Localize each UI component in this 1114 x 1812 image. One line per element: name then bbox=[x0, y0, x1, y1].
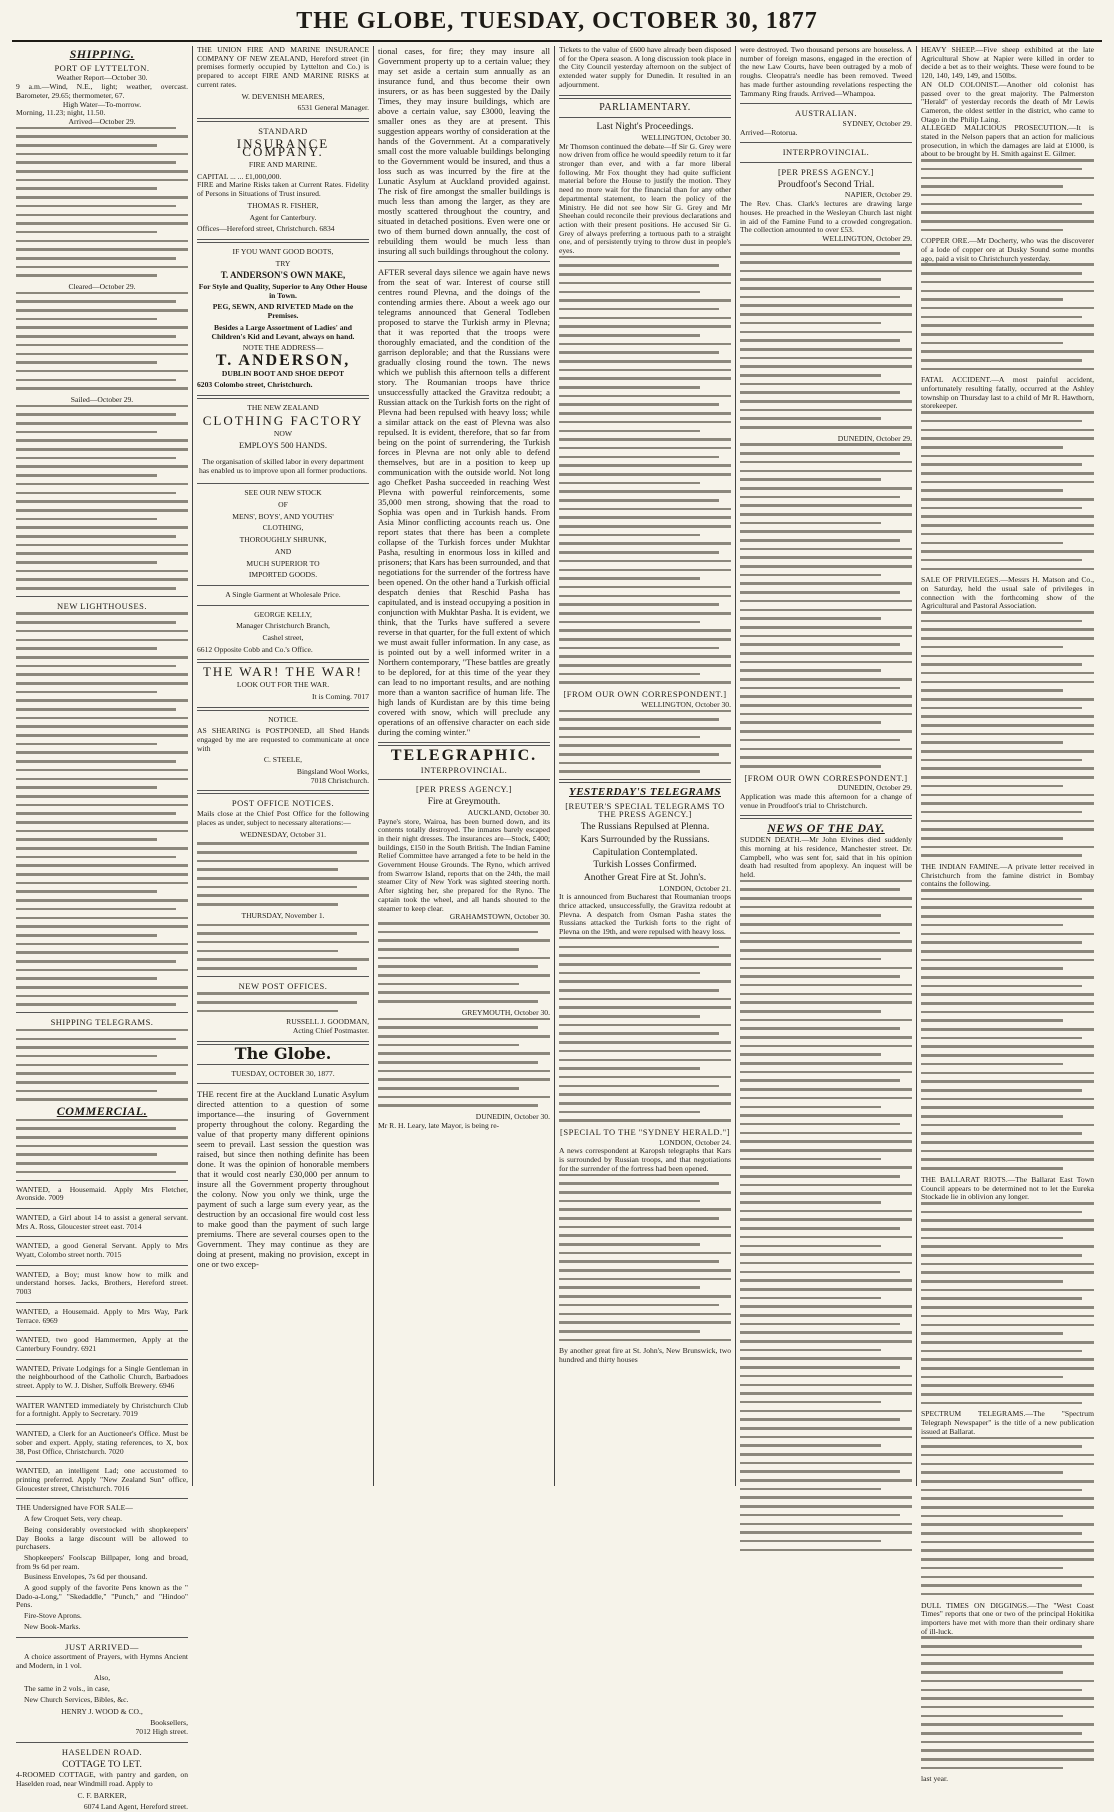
divider bbox=[559, 779, 731, 783]
proudfoot-trial: Proudfoot's Second Trial. bbox=[777, 179, 875, 190]
headline-3: Capitulation Contemplated. bbox=[592, 847, 698, 858]
notice: NOTICE. bbox=[268, 714, 298, 724]
dunedin-text-block bbox=[740, 443, 912, 767]
our-correspondent: [FROM OUR OWN CORRESPONDENT.] bbox=[563, 689, 727, 700]
divider bbox=[197, 395, 369, 399]
divider bbox=[16, 1359, 188, 1360]
indian-famine: THE INDIAN FAMINE.—A private letter received in Christchurch from the famine district in Bombay contains the following. bbox=[921, 862, 1094, 889]
last-year: last year. bbox=[921, 1774, 948, 1784]
application: Application was made this afternoon for a change of venue in Proudfoot's trial to Christchurch. bbox=[740, 792, 912, 810]
prosecution-text-block bbox=[921, 159, 1094, 231]
arrivals-text-block bbox=[16, 127, 188, 277]
cottage-details: 4-ROOMED COTTAGE, with pantry and garden, on Haselden road, near Windmill road. Apply to bbox=[16, 1770, 188, 1788]
our-correspondent-2: [FROM OUR OWN CORRESPONDENT.] bbox=[744, 772, 908, 783]
barker: C. F. BARKER, bbox=[77, 1790, 127, 1800]
anderson-own-make: T. ANDERSON'S OWN MAKE, bbox=[220, 270, 346, 281]
shipping-heading: SHIPPING. bbox=[69, 47, 135, 61]
napier-dateline: NAPIER, October 29. bbox=[844, 190, 912, 200]
branch-manager: Manager Christchurch Branch, bbox=[236, 621, 330, 631]
clothing: CLOTHING, bbox=[262, 523, 304, 533]
ad-wanted-housemaid: WANTED, a Housemaid. Apply Mrs Fletcher, Avonside. 7009 bbox=[16, 1184, 188, 1203]
sale-text-block bbox=[921, 611, 1094, 857]
dublin-depot: DUBLIN BOOT AND SHOE DEPOT bbox=[221, 368, 345, 378]
fatal-accident: FATAL ACCIDENT.—A most painful accident, unfortunately resulting fatally, occurred at the Ashley township on Thursday last to a child of Mr R. Hawthorn, storekeeper. bbox=[921, 375, 1094, 411]
croquet: A few Croquet Sets, very cheap. bbox=[24, 1514, 123, 1524]
offices: Offices—Hereford street, Christchurch. 6834 bbox=[197, 224, 335, 234]
booksellers: Booksellers, bbox=[150, 1718, 188, 1728]
copper-text-block bbox=[921, 263, 1094, 370]
cottage-to-let: COTTAGE TO LET. bbox=[62, 1759, 142, 1770]
editorial-continued: tional cases, for fire; they may insure all Government property up to a certain value; they may set aside a certain sum annually as an insurance fund, and thus become their own insurers, or as has been suggested by the Daily Times, they may insure buildings, which are above a certain value, say £3000, leaving the smaller ones as they are at present. This suggestion appears worthy of consideration at the hands of the Government. At a comparatively small cost the more valuable buildings belonging to the Government would be insured, and thus a loss such as was incurred by the fire at the Lunatic Asylum at Auckland provided against. The risk of fire amongst the smaller buildings is much less than among the larger, as they are mostly scattered throughout the country, and situated in detached positions. Even were one or two of them burned down annually, the cost of rebuilding them would be much less than insuring all such buildings throughout the colony. bbox=[378, 46, 550, 256]
dull-times-text-block bbox=[921, 1636, 1094, 1769]
clothing-factory: CLOTHING FACTORY bbox=[202, 412, 364, 428]
meares: W. DEVENISH MEARES, bbox=[241, 91, 325, 101]
editorial-date: TUESDAY, OCTOBER 30, 1877. bbox=[231, 1068, 335, 1078]
old-colonist: AN OLD COLONIST.—Another old colonist has passed over to the great majority. The Palmerston "Herald" of yesterday records the death of Mr Lewis Cameron, the oldest settler in the district, who came to Otago in the Philip Laing. bbox=[921, 79, 1094, 124]
divider bbox=[197, 585, 369, 586]
new-zealand: THE NEW ZEALAND bbox=[247, 403, 319, 413]
port-heading: PORT OF LYTTELTON. bbox=[54, 62, 150, 73]
good-boots: IF YOU WANT GOOD BOOTS, bbox=[232, 246, 334, 256]
imported: IMPORTED GOODS. bbox=[248, 570, 318, 580]
grahamstown-text-block bbox=[378, 922, 550, 1003]
headline-4: Turkish Losses Confirmed. bbox=[593, 860, 697, 871]
christchurch: 7018 Christchurch. bbox=[310, 775, 369, 785]
last-night: Last Night's Proceedings. bbox=[596, 122, 694, 133]
same-in-two-vols: The same in 2 vols., in case, bbox=[24, 1684, 110, 1694]
sydney-herald: [SPECIAL TO THE "SYDNEY HERALD."] bbox=[560, 1127, 730, 1138]
divider bbox=[378, 779, 550, 780]
wednesday: WEDNESDAY, October 31. bbox=[239, 829, 327, 839]
sailed-text-block bbox=[16, 405, 188, 590]
ballarat-riots: THE BALLARAT RIOTS.—The Ballarat East Town Council appears to be determined not to let the Eureka Stockade lie in oblivion any longer. bbox=[921, 1174, 1094, 1202]
lighthouses-text-block bbox=[16, 612, 188, 1006]
standard: STANDARD bbox=[258, 125, 308, 136]
sudden-death: SUDDEN DEATH.—Mr John Elvines died suddenly this morning at his residence, Manchester street. Dr. Campbell, who was sent for, said that in his opinion death had resulted from apoplexy. An inquest will be held. bbox=[740, 835, 912, 879]
ad-wanted-lad: WANTED, an intelligent Lad; one accustomed to printing preferred. Apply "New Zealand Sun" office, Gloucester street, Christchurch. 7016 bbox=[16, 1466, 188, 1493]
column-3 bbox=[374, 46, 555, 1486]
mens-boys: MENS', BOYS', AND YOUTHS' bbox=[232, 511, 334, 521]
ballarat-text-block bbox=[921, 1202, 1094, 1404]
the-globe-title: The Globe. bbox=[234, 1043, 332, 1063]
divider bbox=[16, 1461, 188, 1462]
headline-1: The Russians Repulsed at Plenna. bbox=[580, 822, 710, 833]
new-post-offices-block bbox=[197, 992, 369, 1012]
divider bbox=[559, 117, 731, 118]
editorial-text: THE recent fire at the Auckland Lunatic Asylum directed attention to a question of some importance—the insuring of Government property throughout the colony. Regarding the value of that property many different opinions seem to prevail. Last session the question was raised, but since then nothing definite has been done. It was the opinion of honorable members that it would cost nearly £30,000 per annum to insure all the Government property throughout the colony. Now you only we think, urge the payment of such a large sum every year, as the destruction by an occasional fire would cost less to make good than the payment of such large premiums. There are several courses open to the Government. They may continue as they are doing at present, making no provision, except in one or two excep- bbox=[197, 1089, 369, 1270]
shearing: AS SHEARING is POSTPONED, all Shed Hands engaged by me are requested to communicate at once with bbox=[197, 726, 369, 753]
divider bbox=[16, 1208, 188, 1209]
columns bbox=[12, 45, 1102, 1812]
goodman: RUSSELL J. GOODMAN, bbox=[286, 1017, 369, 1027]
divider bbox=[740, 103, 912, 104]
capital: CAPITAL ... ... £1,000,000. bbox=[197, 171, 282, 181]
divider bbox=[378, 261, 550, 262]
just-arrived: JUST ARRIVED— bbox=[65, 1641, 139, 1652]
press-agency: [PER PRESS AGENCY.] bbox=[415, 784, 513, 795]
ad-wanted-lodgings: WANTED, Private Lodgings for a Single Gentleman in the neighbourhood of the Catholic Church, Barbadoes street. Apply to W. J. Disher, Suffolk Brewery. 6946 bbox=[16, 1363, 188, 1391]
divider bbox=[197, 239, 369, 243]
high-street: 7012 High street. bbox=[135, 1727, 188, 1737]
headline-5: Another Great Fire at St. John's. bbox=[583, 872, 707, 883]
divider bbox=[16, 1330, 188, 1331]
general-manager: 6531 General Manager. bbox=[297, 103, 369, 113]
spectrum-telegrams: SPECTRUM TELEGRAMS.—The "Spectrum Telegraph Newspaper" is the title of a new publication issued at Ballarat. bbox=[921, 1409, 1094, 1436]
column-5 bbox=[736, 46, 917, 1486]
alleged-prosecution: ALLEGED MALICIOUS PROSECUTION.—It is stated in the Nelson papers that an action for malicious prosecution, in which the damages are laid at £1000, is about to be brought by H. Smith against E. Gilmer. bbox=[921, 123, 1094, 159]
mails-wednesday-block bbox=[197, 842, 369, 905]
peg-sewn: PEG, SEWN, AND RIVETED Made on the Premises. bbox=[212, 302, 354, 321]
cashel: Cashel street, bbox=[262, 633, 304, 643]
agent-canterbury: Agent for Canterbury. bbox=[249, 212, 317, 222]
news-of-the-day-block bbox=[740, 880, 912, 1552]
prayers: A choice assortment of Prayers, with Hymns Ancient and Modern, in 1 vol. bbox=[16, 1652, 188, 1670]
bookmarks: New Book-Marks. bbox=[24, 1621, 81, 1631]
church-services: New Church Services, Bibles, &c. bbox=[24, 1695, 129, 1705]
wholesale: A Single Garment at Wholesale Price. bbox=[225, 589, 341, 599]
divider bbox=[16, 1180, 188, 1181]
correspondent-text-block bbox=[559, 710, 731, 773]
lighthouses-heading: NEW LIGHTHOUSES. bbox=[56, 600, 147, 611]
divider bbox=[16, 1236, 188, 1237]
envelopes: Business Envelopes, 7s 6d per thousand. bbox=[24, 1572, 148, 1582]
insurance-company: INSURANCE COMPANY. bbox=[236, 135, 330, 160]
and: AND bbox=[274, 546, 292, 556]
divider bbox=[197, 707, 369, 711]
war-editorial: AFTER several days silence we again have news from the seat of war. Interest of course still centres round Plevna, and the doings of the contending armies there. About a week ago our telegrams announced that General Todleben proposed to starve the Turkish army in Plevna; that it was reported that the troops were thoroughly emaciated, and the condition of the garrison deplorable; and that the Russians were gradually closing round the town. The news which we publish this afternoon tells a different story. The Roumanian troops have thrice unsuccessfully attacked the Gravitza redoubt; a Russian attack on the Turkish forts on the right of Plevna had been repulsed with heavy loss; while a similar attack on the east of Plevna was also repulsed. It is evident, therefore, that so far from being on the point of surrendering, the Turkish forces in Plevna are not only able to defend themselves, but are in a position to keep up communication with the outside world. Not long ago Chefket Pasha succeeded in reaching West Plevna with powerful reinforcements, some 35,000 men strong, showing that the road to Sophia was open and in Turkish hands. From Asia Minor conflicting accounts reach us. One report states that there has been a complete collapse of the Turkish forces under Mukhtar Pasha, resulting in enormous loss in killed and prisoners; that Kars has been surrounded, and that negotiations for the surrender of the fortress have been opened. On the other hand a Turkish official despatch denies that Reschid Pasha has capitulated, and is instead occupying a position in conjunction with Mukhtar Pasha. It is evident, we think, that the Turks have suffered a severe reverse in that quarter, for the full extent of which we must await fuller information. In any case, as is pointed out by a well informed writer in a Northern contemporary, "These battles are greatly to be deplored, for at this time of the year they can lead to no important results, and are nothing more than a wanton sacrifice of human life. The high lands of Kurdistan are by this time being covered with snow, which will preclude any operations of an offensive character on each side during the coming winter." bbox=[378, 267, 550, 737]
divider bbox=[16, 1498, 188, 1499]
sale-of-privileges: SALE OF PRIVILEGES.—Messrs H. Matson and Co., on Saturday, held the usual sale of privileges in connection with the forthcoming show of the Agricultural and Pastoral Association. bbox=[921, 575, 1094, 611]
sydney-dateline: SYDNEY, October 29. bbox=[842, 118, 912, 128]
henry-wood: HENRY J. WOOD & CO., bbox=[61, 1706, 143, 1716]
reuters: [REUTER'S SPECIAL TELEGRAMS TO THE PRESS AGENCY.] bbox=[565, 800, 725, 820]
greymouth-text-block bbox=[378, 1018, 550, 1107]
napier-news: The Rev. Chas. Clark's lectures are drawing large houses. He preached in the Wesleyan Church last night in aid of the Famine Fund to a crowded congregation. The collection amounted to over £53. bbox=[740, 199, 912, 235]
interprovincial-heading-2: INTERPROVINCIAL. bbox=[782, 147, 870, 158]
column-4 bbox=[555, 46, 736, 1486]
coming: It is Coming. 7017 bbox=[312, 691, 369, 701]
brunswick-fire: By another great fire at St. John's, New Brunswick, two hundred and thirty houses bbox=[559, 1346, 731, 1364]
dunedin-dateline: DUNEDIN, October 30. bbox=[475, 1112, 550, 1122]
pens: A good supply of the favorite Pens known as the " Dado-a-Long," "Skedaddle," "Punch," and "Hindoo" Pens. bbox=[16, 1583, 188, 1610]
kelly: GEORGE KELLY, bbox=[254, 609, 312, 619]
telegraphic-heading: TELEGRAPHIC. bbox=[390, 747, 538, 764]
mails: Mails close at the Chief Post Office for the following places as under, subject to necessary alterations:— bbox=[197, 809, 369, 827]
post-office-notices: POST OFFICE NOTICES. bbox=[231, 798, 335, 809]
commercial-text-block bbox=[16, 1119, 188, 1174]
high-water: High Water—To-morrow. bbox=[62, 99, 142, 109]
divider bbox=[16, 1302, 188, 1303]
shipping-telegrams-block bbox=[16, 1029, 188, 1101]
wellington-dateline: WELLINGTON, October 30. bbox=[641, 132, 731, 142]
divider bbox=[197, 790, 369, 794]
weather-report: Weather Report—October 30. bbox=[56, 73, 148, 83]
union-insurance-ad: THE UNION FIRE AND MARINE INSURANCE COMPANY OF NEW ZEALAND, Hereford street (in premises formerly occupied by Lyttelton and Co.) is prepared to accept FIRE AND MARINE RISKS at current rates. bbox=[197, 45, 369, 89]
ad-for-sale: THE Undersigned have FOR SALE— bbox=[16, 1503, 133, 1513]
australian-heading: AUSTRALIAN. bbox=[795, 108, 857, 119]
superior: MUCH SUPERIOR TO bbox=[246, 558, 320, 568]
new-post-offices: NEW POST OFFICES. bbox=[238, 980, 328, 991]
debate-text-block bbox=[559, 256, 731, 684]
try: TRY bbox=[275, 258, 291, 268]
ad-wanted-clerk: WANTED, a Clerk for an Auctioneer's Office. Must be sober and expert. Apply, stating references, to X, box 38, Post Office, Christchurch. 7020 bbox=[16, 1429, 188, 1456]
masthead-rule bbox=[12, 40, 1102, 42]
ad-wanted-hammermen: WANTED, two good Hammermen, Apply at the Canterbury Foundry. 6921 bbox=[16, 1335, 188, 1353]
column-6 bbox=[917, 45, 1098, 1784]
divider bbox=[197, 1083, 369, 1084]
column-1 bbox=[12, 46, 193, 1812]
now: NOW bbox=[273, 428, 293, 438]
spectrum-text-block bbox=[921, 1437, 1094, 1596]
divider bbox=[197, 659, 369, 663]
yesterdays-telegrams: YESTERDAY'S TELEGRAMS bbox=[568, 786, 721, 799]
day-books: Being considerably overstocked with shopkeepers' Day Books a large discount will be allowed to purchasers. bbox=[16, 1524, 188, 1552]
of: OF bbox=[278, 500, 288, 510]
london-text-block bbox=[559, 937, 731, 1122]
column-2 bbox=[193, 46, 374, 1486]
greymouth-dateline: GREYMOUTH, October 30. bbox=[461, 1007, 550, 1017]
fire-and-marine: FIRE AND MARINE. bbox=[248, 160, 318, 170]
risks: FIRE and Marine Risks taken at Current Rates. Fidelity of Persons in Situations of Trust insured. bbox=[197, 180, 369, 199]
arrived-heading: Arrived—October 29. bbox=[68, 116, 136, 126]
rotorua: Arrived—Rotorua. bbox=[740, 127, 798, 137]
thursday: THURSDAY, November 1. bbox=[241, 910, 325, 920]
acting-postmaster: Acting Chief Postmaster. bbox=[292, 1026, 369, 1036]
copper-ore: COPPER ORE.—Mr Docherty, who was the discoverer of a lode of copper ore at Dusky Sound some months ago, paid a visit to Christchurch yesterday. bbox=[921, 236, 1094, 263]
ad-wanted-girl: WANTED, a Girl about 14 to assist a general servant. Mrs A. Ross, Gloucester street east. 7014 bbox=[16, 1212, 188, 1231]
employs: EMPLOYS 500 HANDS. bbox=[238, 440, 328, 451]
look-out: LOOK OUT FOR THE WAR. bbox=[236, 680, 330, 690]
divider bbox=[16, 1012, 188, 1013]
sailed-heading: Sailed—October 29. bbox=[70, 394, 134, 404]
dunedin-dateline-3: DUNEDIN, October 29. bbox=[837, 783, 912, 793]
wellington-text-block bbox=[740, 244, 912, 429]
divider bbox=[197, 483, 369, 484]
london-news-continued: were destroyed. Two thousand persons are houseless. A number of foreign masons, engaged in the erection of the new Law Courts, have been outraged by a mob of roughs. Cleopatra's needle has been removed. Tweed has made further astounding revelations respecting the Tammany Ring frauds. Arrived—Whampoa. bbox=[740, 45, 912, 98]
london-dateline-2: LONDON, October 24. bbox=[659, 1137, 731, 1147]
wellington-dateline-2: WELLINGTON, October 30. bbox=[641, 699, 731, 709]
ad-wanted-housemaid-2: WANTED, a Housemaid. Apply to Mrs Way, Park Terrace. 6969 bbox=[16, 1306, 188, 1325]
divider bbox=[16, 1424, 188, 1425]
divider bbox=[740, 815, 912, 819]
see-new-stock: SEE OUR NEW STOCK bbox=[244, 488, 322, 498]
divider bbox=[197, 118, 369, 122]
dull-times: DULL TIMES ON DIGGINGS.—The "West Coast Times" reports that one or two of the principal Hokitika importers have met with more than their ordinary share of ill-luck. bbox=[921, 1600, 1094, 1636]
organisation: The organisation of skilled labor in every department has enabled us to improve upon all former productions. bbox=[198, 456, 368, 475]
foolscap: Shopkeepers' Foolscap Billpaper, long and broad, from 9s 6d per ream. bbox=[16, 1552, 188, 1571]
masthead-title: THE GLOBE, TUESDAY, OCTOBER 30, 1877 bbox=[296, 8, 818, 34]
divider bbox=[197, 976, 369, 977]
headline-2: Kars Surrounded by the Russians. bbox=[580, 834, 710, 845]
divider bbox=[378, 742, 550, 746]
divider bbox=[16, 1265, 188, 1266]
shipping-telegrams-heading: SHIPPING TELEGRAMS. bbox=[50, 1017, 154, 1028]
also: Also, bbox=[93, 1672, 111, 1682]
parliamentary-heading: PARLIAMENTARY. bbox=[599, 101, 691, 113]
note-address: NOTE THE ADDRESS— bbox=[242, 343, 324, 353]
besides: Besides a Large Assortment of Ladies' and Children's Kid and Levant, always on hand. bbox=[211, 322, 355, 341]
interprovincial-heading: INTERPROVINCIAL. bbox=[420, 764, 508, 775]
land-agent: 6074 Land Agent, Hereford street. bbox=[83, 1802, 188, 1812]
news-of-the-day: NEWS OF THE DAY. bbox=[767, 821, 885, 836]
auckland-news: Payne's store, Wairoa, has been burned down, and its contents totally destroyed. The inmates barely escaped in their night dresses. The insurances are—Stock, £400; buildings, £150 in the South British. The Indian Famine Relief Committee have arranged a fete to be held in the Government House Grounds. The Ryno, which arrived from Swarrow Island, reports that on the 24th, the mail steamer City of New York was sighted steering north. After sighting her, she prepared for the Ryno. The captain took the wheel, and all hands shouted to the steamer to keep clear. bbox=[378, 816, 550, 913]
cobb: 6612 Opposite Cobb and Co.'s Office. bbox=[197, 644, 313, 654]
wellington-dateline-3: WELLINGTON, October 29. bbox=[822, 233, 912, 243]
kars-news: A news correspondent at Karopsh telegraphs that Kars is surrounded by Russian troops, and that negotiations for the surrender of the fortress had been opened. bbox=[559, 1146, 731, 1173]
fatal-text-block bbox=[921, 411, 1094, 570]
ad-waiter-wanted: WAITER WANTED immediately by Christchurch Club for a fortnight. Apply to Secretary. 7019 bbox=[16, 1400, 188, 1419]
grahamstown-dateline: GRAHAMSTOWN, October 30. bbox=[449, 912, 550, 922]
famine-text-block bbox=[921, 889, 1094, 1170]
heavy-sheep: HEAVY SHEEP.—Five sheep exhibited at the late Agricultural Show at Napier were killed in order to decide a bet as to their weights. These were found to be 120, 140, 149, 149, and 150lbs. bbox=[921, 45, 1094, 81]
dunedin-news: Tickets to the value of £600 have already been disposed of for the Opera season. A long discussion took place in the City Council yesterday afternoon on the subject of extended water supply for Dunedin. It resulted in an adjournment. bbox=[559, 45, 731, 89]
the-war: THE WAR! THE WAR! bbox=[202, 664, 364, 680]
bingsland: Bingsland Wool Works, bbox=[296, 767, 369, 777]
cleared-heading: Cleared—October 29. bbox=[68, 282, 136, 291]
high-water-times: Morning, 11.23; night, 11.50. bbox=[16, 108, 106, 118]
divider bbox=[16, 1637, 188, 1638]
steele: C. STEELE, bbox=[263, 755, 303, 765]
press-agency-2: [PER PRESS AGENCY.] bbox=[777, 167, 875, 178]
divider bbox=[740, 162, 912, 163]
divider bbox=[740, 142, 912, 143]
aprons: Fire-Stove Aprons. bbox=[24, 1611, 82, 1621]
kars-text-block bbox=[559, 1174, 731, 1342]
leary: Mr R. H. Leary, late Mayor, is being re- bbox=[378, 1120, 500, 1130]
shrunk: THOROUGHLY SHRUNK, bbox=[239, 535, 327, 545]
colombo-street: 6203 Colombo street, Christchurch. bbox=[197, 380, 313, 390]
bucharest-news: It is announced from Bucharest that Roumanian troops thrice attacked, unsuccessfully, the Gravitza redoubt at Plevna. A despatch from Osman Pasha states the Russians attacked the Turkish forts to the right of Plevna on the 19th, and were repulsed with heavy loss. bbox=[559, 892, 731, 937]
haselden-road: HASELDEN ROAD. bbox=[61, 1746, 143, 1757]
dunedin-dateline-2: DUNEDIN, October 29. bbox=[837, 433, 912, 443]
debate-text: Mr Thomson continued the debate—If Sir G. Grey were now driven from office he would speedily return to it far stronger than ever, and with a far more liberal following. Mr Fox thought they had quite sufficient material before the House to justify the motion. They need no more wait for the financial than for any other departmental statement, to learn the policy of the Ministry. He did not see how Sir G. Grey and Mr Sheehan could reconcile their previous declarations and action with their present positions. He accused Sir G. Grey of always preferring a tortuous path to a straight one, and of persistently trying to throw dust in people's eyes. bbox=[559, 141, 731, 256]
style-quality: For Style and Quality, Superior to Any Other House in Town. bbox=[198, 282, 368, 300]
auckland-dateline: AUCKLAND, October 30. bbox=[467, 807, 550, 817]
anderson-name: T. ANDERSON, bbox=[215, 351, 351, 369]
fire-greymouth: Fire at Greymouth. bbox=[427, 797, 501, 808]
cleared-text-block bbox=[16, 292, 188, 390]
mails-thursday-block bbox=[197, 924, 369, 970]
weather-details: 9 a.m.—Wind, N.E., light; weather, overcast. Barometer, 29.65; thermometer, 67. bbox=[16, 82, 188, 100]
divider bbox=[197, 605, 369, 606]
ad-wanted-servant: WANTED, a good General Servant. Apply to Mrs Wyatt, Colombo street north. 7015 bbox=[16, 1241, 188, 1260]
divider bbox=[16, 1742, 188, 1743]
fisher: THOMAS R. FISHER, bbox=[247, 200, 319, 210]
london-dateline: LONDON, October 21. bbox=[659, 883, 731, 893]
divider bbox=[559, 95, 731, 99]
divider bbox=[197, 1064, 369, 1065]
divider bbox=[16, 596, 188, 597]
ad-wanted-boy: WANTED, a Boy; must know how to milk and understand horses. Jacks, Brothers, Hereford street. 7003 bbox=[16, 1269, 188, 1297]
commercial-heading: COMMERCIAL. bbox=[56, 1104, 148, 1118]
divider bbox=[16, 1396, 188, 1397]
